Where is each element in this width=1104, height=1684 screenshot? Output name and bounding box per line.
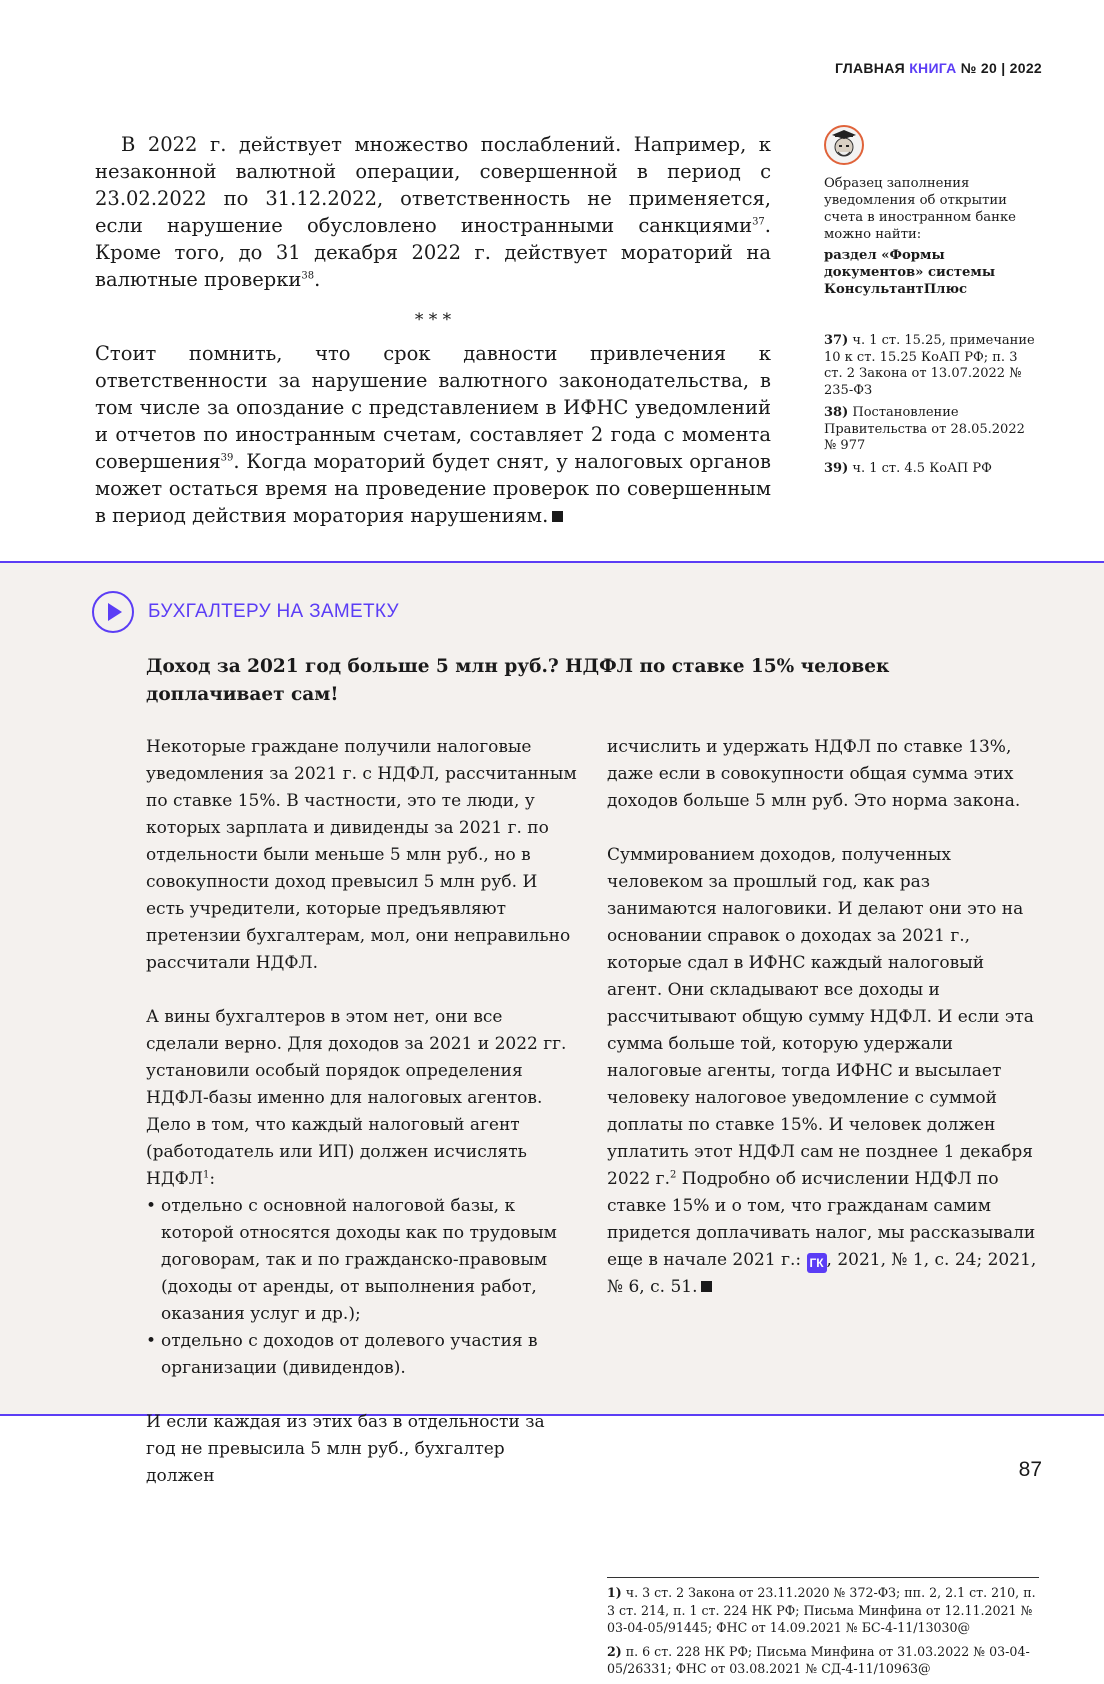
footnotes-sidebar [824, 333, 1039, 483]
gk-magazine-icon[interactable]: ГК [807, 1253, 827, 1273]
box-label: БУХГАЛТЕРУ НА ЗАМЕТКУ [148, 601, 399, 622]
play-icon [92, 591, 134, 633]
box-header [92, 591, 399, 633]
page-number: 87 [1018, 1458, 1042, 1481]
footnote-1: 1) ч. 3 ст. 2 Закона от 23.11.2020 № 372-ФЗ; пп. 2, 2.1 ст. 210, п. 3 ст. 214, п. 1 ст. 224 НК РФ; Письма Минфина от 12.11.2021 № 03-04-05/91445; ФНС от 14.09.2021 № БС-4-11/13030@ [607, 1585, 1036, 1635]
box-paragraph: А вины бухгалтеров в этом нет, они все сделали верно. Для доходов за 2021 и 2022 гг. установили особый порядок определения НДФЛ-базы именно для налоговых агентов. Дело в том, что каждый налоговый агент (работодатель или ИП) должен исчислять НДФЛ$^1$: [146, 1007, 567, 1189]
sidebar-note-link[interactable]: раздел «Формы документов» системы КонсультантПлюс [824, 248, 996, 297]
issue-number: № 20 | 2022 [960, 60, 1042, 76]
footnote-ref-1[interactable]: 1 [202, 1169, 210, 1181]
end-of-note-mark [701, 1281, 712, 1292]
end-of-article-mark [552, 511, 563, 522]
running-header [835, 60, 1042, 76]
footnote-37: 37) ч. 1 ст. 15.25, примечание 10 к ст. 15.25 КоАП РФ; п. 3 ст. 2 Закона от 13.07.2022 № 235-ФЗ [824, 333, 1035, 398]
section-separator: * * * [414, 310, 452, 330]
box-paragraph: Суммированием доходов, полученных человеком за прошлый год, как раз занимаются налоговики. И делают они это на основании справок о доходах за 2021 г., которые сдал в ИФНС каждый налоговый агент. Они складывают все доходы и рассчитывают общую сумму НДФЛ. И если эта сумма больше той, которую удержали налоговые агенты, тогда ИФНС и высылает человеку налоговое уведомление с суммой доплаты по ставке 15%. И человек должен уплатить этот НДФЛ сам не позднее 1 декабря 2022 г.$^2$ Подробно об исчислении НДФЛ по ставке 15% и о том, что гражданам самим придется доплачивать налог, мы рассказывали еще в начале 2021 г.: ГК , 2021, № 1, с. 24; 2021, № 6, с. 51. [607, 845, 1037, 1297]
footnote-ref-37[interactable]: 37 [752, 216, 765, 228]
list-item: • отдельно с основной налоговой базы, к которой относятся доходы как по трудовым договорам, так и по гражданско-правовым (доходы от аренды, от выполнения работ, оказания услуг и др.); [146, 1193, 578, 1328]
paragraph-sanctions: В 2022 г. действует множество послаблений. Например, к незаконной валютной операции, совершенной в период с 23.02.2022 по 31.12.2022, ответственность не применяется, если нарушение обусловлено иностранными санкциями$^{37}$. Кроме того, до 31 декабря 2022 г. действует мораторий на валютные проверки$^{38}$. [95, 133, 771, 291]
footnote-39: 39) ч. 1 ст. 4.5 КоАП РФ [824, 460, 992, 476]
paragraph-limitation: Стоит помнить, что срок давности привлечения к ответственности за нарушение валютного законодательства, в том числе за опоздание с представлением в ИФНС уведомлений и отчетов по иностранным счетам, составляет 2 года с момента совершения$^{39}$. Когда мораторий будет снят, у налоговых органов может остаться время на проведение проверок по совершенным в период действия моратория нарушениям. [95, 342, 771, 527]
box-footnotes [607, 1577, 1039, 1684]
footnote-2: 2) п. 6 ст. 228 НК РФ; Письма Минфина от 31.03.2022 № 03-04-05/26331; ФНС от 03.08.2021 № СД-4-11/10963@ [607, 1643, 1030, 1676]
sidebar-note-text: Образец заполнения уведомления об открытии счета в иностранном банке можно найти: [824, 176, 1016, 242]
sidebar-note [824, 125, 1046, 298]
footnote-38: 38) Постановление Правительства от 28.05.2022 № 977 [824, 405, 1025, 453]
footnote-ref-38[interactable]: 38 [301, 270, 315, 282]
article-continuation [95, 131, 771, 529]
box-column-left [146, 734, 578, 1490]
footnote-ref-39[interactable]: 39 [220, 452, 234, 464]
box-title: Доход за 2021 год больше 5 млн руб.? НДФЛ по ставке 15% человек доплачивает сам! [146, 656, 890, 705]
expert-avatar [824, 125, 864, 165]
box-paragraph: Некоторые граждане получили налоговые уведомления за 2021 г. с НДФЛ, рассчитанным по ставке 15%. В частности, это те люди, у которых зарплата и дивиденды за 2021 г. по отдельности были меньше 5 млн руб., но в совокупности доход превысил 5 млн руб. И есть учредители, которые предъявляют претензии бухгалтерам, мол, они неправильно рассчитали НДФЛ. [146, 737, 577, 973]
box-column-right [607, 734, 1039, 1301]
bullet-list [146, 1193, 578, 1382]
list-item: • отдельно с доходов от долевого участия в организации (дивидендов). [146, 1328, 578, 1382]
box-paragraph: исчислить и удержать НДФЛ по ставке 13%, даже если в совокупности общая сумма этих доходов больше 5 млн руб. Это норма закона. [607, 737, 1021, 811]
brand-name: ГЛАВНАЯ [834, 60, 905, 76]
footnote-ref-2[interactable]: 2 [669, 1169, 677, 1181]
box-paragraph: И если каждая из этих баз в отдельности за год не превысила 5 млн руб., бухгалтер должен [146, 1412, 545, 1486]
brand-accent: КНИГА [909, 60, 957, 76]
